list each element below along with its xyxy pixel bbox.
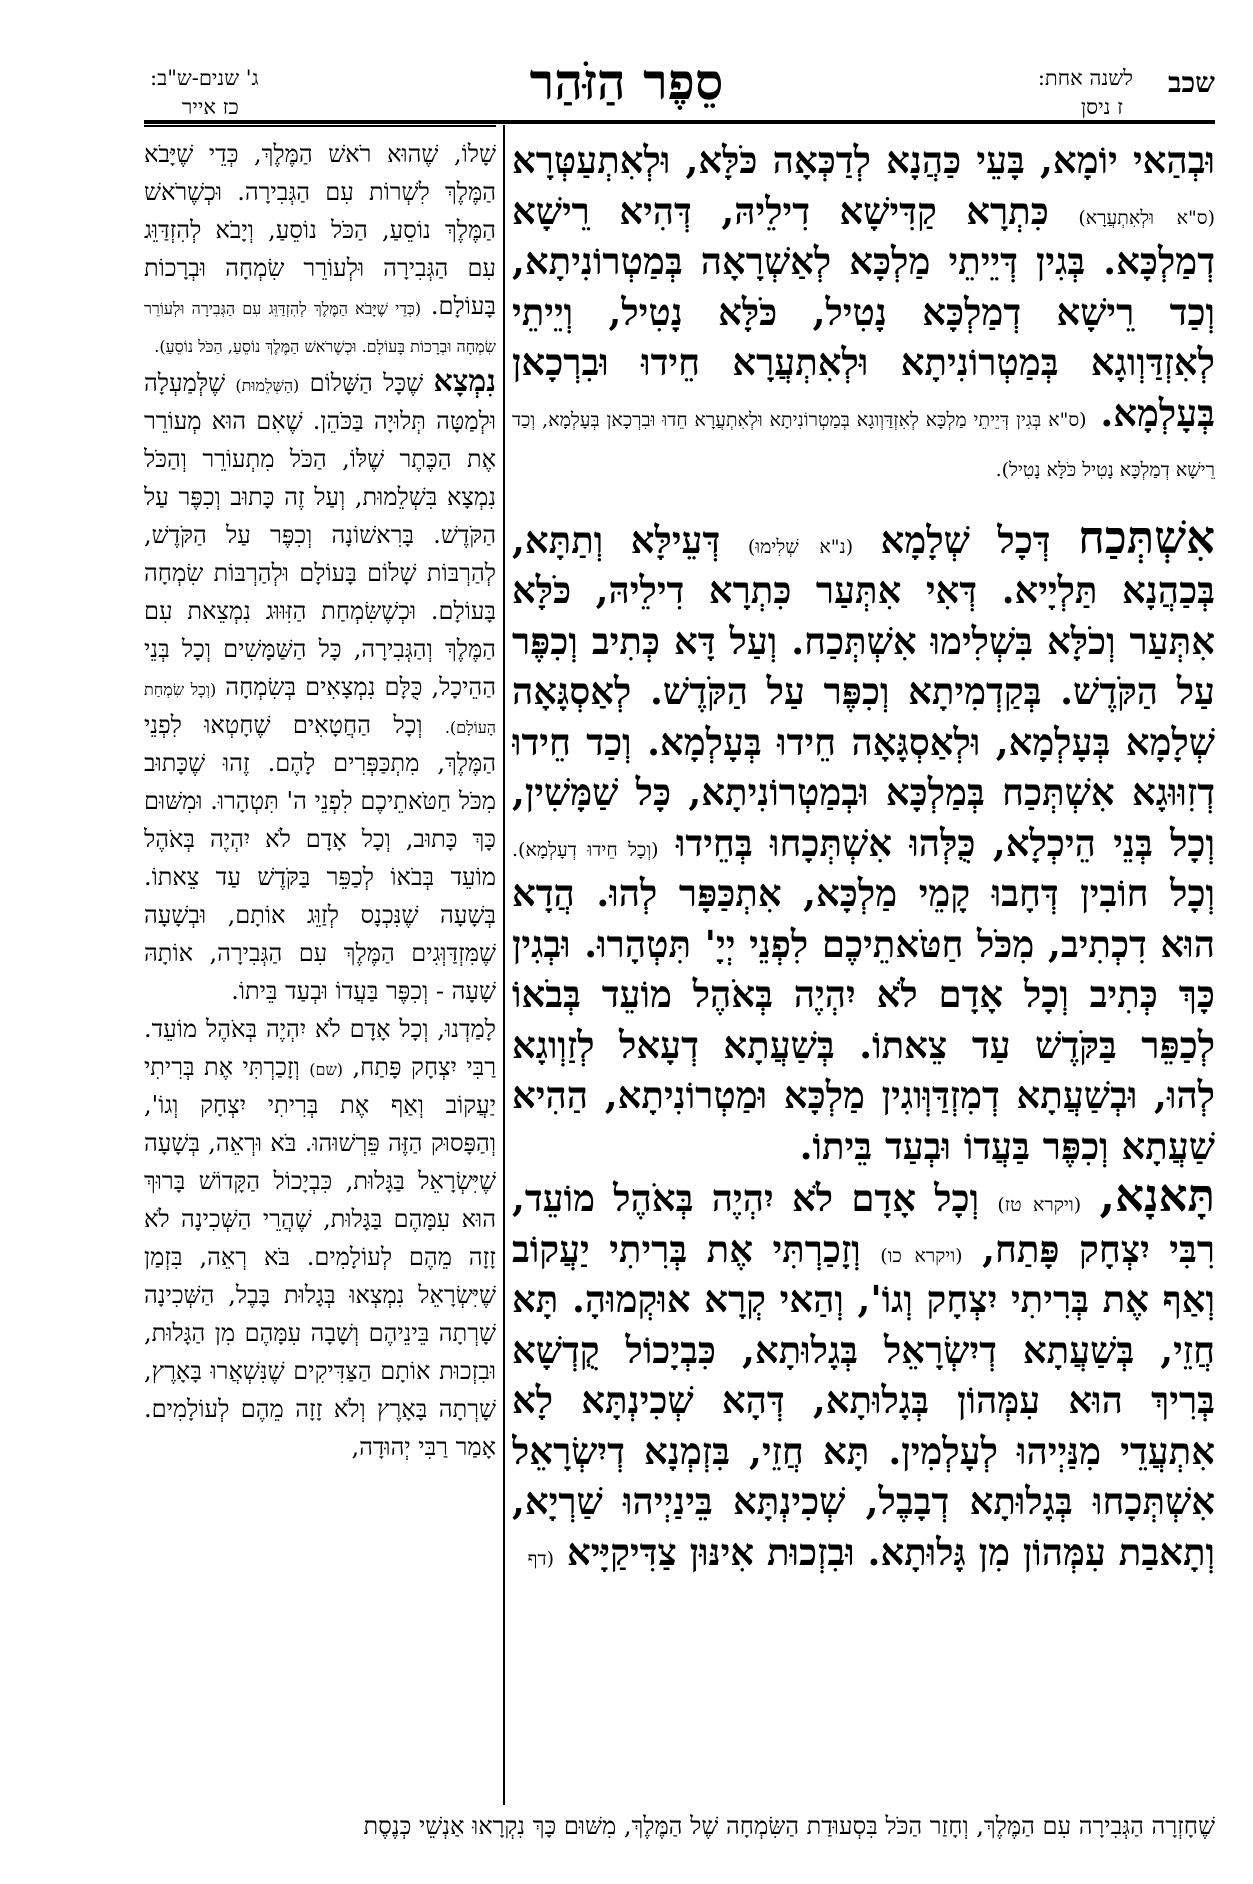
opening-word: אִשְׁתְּכַח bbox=[1078, 510, 1215, 564]
text: וּבְהַאי יוֹמָא, בָּעֵי כַּהֲנָא לְדַכְּאָה כֹּלָּא, וּלְאִתְעַטְּרָא bbox=[512, 138, 1215, 182]
paragraph bbox=[144, 135, 496, 363]
text: דְּכָל שְׁלָמָא bbox=[880, 517, 1051, 562]
alt-reading-date: כז אייר bbox=[182, 95, 239, 119]
page-reference: (דף bbox=[527, 1547, 555, 1570]
hebrew-translation-column bbox=[144, 135, 496, 1805]
alt-schedule-label: ג' שנים-ש"ב: bbox=[150, 66, 259, 90]
text: שֶׁלְּמַעְלָה וּלְמַטָּה תְּלוּיָה בַּכֹּהֵן. שֶׁאִם הוּא מְעוֹרֵר אֶת הַכֶּתֶר שֶׁלּוֹ, הַכֹּל מִתְעוֹרֵר וְהַכֹּל נִמְצָא בִּשְׁלֵמוּת, וְעַל זֶה כָּתוּב וְכִפֶּר עַל הַקֹּדֶשׁ. בָּרִאשׁוֹנָה וְכִפֶּר עַל הַקֹּדֶשׁ, לְהַרְבּוֹת שָׁלוֹם בָּעוֹלָם וּלְהַרְבּוֹת שִׂמְחָה בָּעוֹלָם. וּכְשֶׁשִּׂמְחַת הַזִּוּוּג נִמְצֵאת עִם הַמֶּלֶךְ וְהַגְּבִירָה, כָּל הַשַּׁמָּשִׁים וְכָל בְּנֵי הַהֵיכָל, כֻּלָּם נִמְצָאִים בְּשִׂמְחָה bbox=[144, 369, 496, 701]
text: וְכָל אָדָם לֹא יִהְיֶה בְּאֹהֶל מוֹעֵד, רִבִּי יִצְחָק פָּתַח, bbox=[512, 1176, 1215, 1271]
paragraph bbox=[144, 1010, 496, 1466]
text: דְּעֵילָּא וְתַתָּא, בְּכַהֲנָא תַּלְיָיא. דְּאִי אִתְּעַר כִּתְרָא דִילֵיהּ, כֹּלָּא אִתְּעַר וְכֹלָּא בִּשְׁלִימוּ אִשְׁתְּכַח. וְעַל דָּא כְּתִיב וְכִפֶּר עַל הַקֹּדֶשׁ. בְּקַדְמִיתָא וְכִפֶּר עַל הַקֹּדֶשׁ. לְאַסְגָּאָה שְׁלָמָא בְּעָלְמָא, וּלְאַסְגָּאָה חֵידוּ בְּעָלְמָא. וְכַד חֵידוּ דְזִוּוּגָא אִשְׁתְּכַח בְּמַלְכָּא וּבְמַטְרוֹנִיתָא, כָּל שַׁמָּשִׁין, וְכָל בְּנֵי הֵיכְלָא, כֻּלְּהוּ אִשְׁתְּכָחוּ בְּחֵידוּ bbox=[512, 517, 1215, 865]
variant-note: (ס"א בְּגִין דְּיֵיתֵי מַלְכָּא לְאִזְדַּוְוגָא בְּמַטְרוֹנִיתָא וּלְאִתְעֲרָא חֵדוּ וּבִרְכָאן בְּעָלְמָא, וְכַד רֵישָׁא דְמַלְכָּא נָטִיל כֹּלָּא נָטִיל). bbox=[512, 408, 1215, 481]
text: כִּתְרָא קַדִּישָׁא דִילֵיהּ, דְּהִיא רֵישָׁא דְמַלְכָּא. בְּגִין דְּיֵיתֵי מַלְכָּא לְאַשְׁרָאָה בְּמַטְרוֹנִיתָא, וְכַד רֵישָׁא דְמַלְכָּא נָטִיל, כֹּלָּא נָטִיל, וְיֵיתֵי לְאִזְדַּוְוגָא בְּמַטְרוֹנִיתָא וּלְאִתְעֲרָא חֵידוּ וּבִרְכָאן בְּעָלְמָא. bbox=[512, 188, 1215, 435]
verse-reference: (ויקרא כו) bbox=[880, 1244, 963, 1267]
paragraph bbox=[512, 1171, 1215, 1577]
paragraph bbox=[512, 510, 1215, 1172]
text: וְכָל הַחֲטָאִים שֶׁחָטְאוּ לִפְנֵי הַמֶּלֶךְ, מִתְכַּפְּרִים לָהֶם. זֶהוּ שֶׁכָּתוּב מִכֹּל חַטֹּאתֵיכֶם לִפְנֵי ה' תִּטְהָרוּ. וּמִשּׁוּם כָּךְ כָּתוּב, וְכָל אָדָם לֹא יִהְיֶה בְּאֹהֶל מוֹעֵד בְּבֹאוֹ לְכַפֵּר בַּקֹּדֶשׁ עַד צֵאתוֹ. בְּשָׁעָה שֶׁנִּכְנָס לְזַוֵּג אוֹתָם, וּבְשָׁעָה שֶׁמִּזְדַּוְּגִים הַמֶּלֶךְ עִם הַגְּבִירָה, אוֹתָהּ שָׁעָה - וְכִפֶּר בַּעֲדוֹ וּבְעַד בֵּיתוֹ. bbox=[144, 711, 496, 1005]
variant-note: (הַשְּׁלֵמוּת) bbox=[235, 376, 300, 395]
opening-word: נִמְצָא bbox=[433, 364, 496, 399]
variant-note: (וְכָל חֵידוּ דְעָלְמָא). bbox=[512, 838, 659, 861]
verse-reference: (שם) bbox=[309, 1060, 344, 1079]
text: שֶׁכָּל הַשָּׁלוֹם bbox=[309, 369, 424, 397]
variant-note: (כְּדֵי שֶׁיָּבֹא הַמֶּלֶךְ לְהִזְדַּוֵּג עִם הַגְּבִירָה וּלְעוֹרֵר שִׂמְחָה וּבְרָכוֹת בָּעוֹלָם. וּכְשֶׁרֹאשׁ הַמֶּלֶךְ נוֹסֵעַ, הַכֹּל נוֹסֵעַ). bbox=[144, 299, 496, 356]
reading-schedule-label: לשנה אחת: bbox=[1037, 66, 1133, 90]
footer-continuation-line: שֶׁחָזְרָה הַגְּבִירָה עִם הַמֶּלֶךְ, וְחָזַר הַכֹּל בִּסְעוּדַת הַשִּׂמְחָה שֶׁל הַמֶּלֶךְ, מִשּׁוּם כָּךְ נִקְרָאוּ אַנְשֵׁי כְּנֶסֶת bbox=[363, 1812, 1215, 1840]
paragraph bbox=[512, 135, 1215, 489]
side-column-rule bbox=[144, 125, 496, 127]
opening-word: תָּאנָא, bbox=[1099, 1169, 1215, 1222]
aramaic-text-column bbox=[512, 135, 1215, 1800]
variant-note: (נ"א שְׁלִימוּ) bbox=[747, 535, 854, 558]
paragraph bbox=[144, 363, 496, 1010]
text: וְכָל חוֹבִין דְּחָבוּ קָמֵי מַלְכָּא, אִתְכַּפָּר לְהוּ. הֲדָא הוּא דִכְתִיב, מִכֹּל חַטֹּאתֵיכֶם לִפְנֵי יְיָ' תִּטְהָרוּ. וּבְגִין כָּךְ כְּתִיב וְכָל אָדָם לֹא יִהְיֶה בְּאֹהֶל מוֹעֵד בְּבֹאוֹ לְכַפֵּר בַּקֹּדֶשׁ עַד צֵאתוֹ. בְּשַׁעֲתָא דְעָאל לְזַוְוגָא לְהוּ, וּבְשַׁעֲתָא דְמִזְדַּוְּוגִין מַלְכָּא וּמַטְרוֹנִיתָא, הַהִיא שַׁעֲתָא וְכִפֶּר בַּעֲדוֹ וּבְעַד בֵּיתוֹ. bbox=[512, 871, 1215, 1168]
text: וְזָכַרְתִּי אֶת בְּרִיתִי יַעֲקוֹב וְאַף אֶת בְּרִיתִי יִצְחָק וְגוֹ', וְהַאי קְרָא אוּקְמוּהָ. תָּא חֲזֵי, בְּשַׁעֲתָא דְיִשְׂרָאֵל בְּגָלוּתָא, כִּבְיָכוֹל קֻדְשָׁא בְּרִיךְ הוּא עִמְּהוֹן בְּגָלוּתָא, דְּהָא שְׁכִינְתָּא לָא אִתְעֲדֵי מִנַּיְיהוּ לְעָלְמִין. תָּא חֲזֵי, בִּזְמְנָא דְיִשְׂרָאֵל אִשְׁתְּכָחוּ בְּגָלוּתָא דְבָבֶל, שְׁכִינְתָּא בֵּינַיְיהוּ שַׁרְיָא, וְתָאבַת עִמְּהוֹן מִן גָּלוּתָא. וּבִזְכוּת אִינּוּן צַדִּיקַיָּיא bbox=[512, 1226, 1215, 1574]
spacer bbox=[512, 489, 1215, 513]
text: שָׁלוֹ, שֶׁהוּא רֹאשׁ הַמֶּלֶךְ, כְּדֵי שֶׁיָּבֹא הַמֶּלֶךְ לִשְׁרוֹת עִם הַגְּבִירָה. וּכְשֶׁרֹאשׁ הַמֶּלֶךְ נוֹסֵעַ, הַכֹּל נוֹסֵעַ, וְיָבֹא לְהִזְדַּוֵּג עִם הַגְּבִירָה וּלְעוֹרֵר שִׂמְחָה וּבְרָכוֹת בָּעוֹלָם. bbox=[144, 140, 496, 320]
variant-note: (ס"א וּלְאִתְעֲרָא) bbox=[1078, 206, 1215, 229]
column-divider bbox=[503, 125, 505, 1805]
page-number: שכב bbox=[1167, 66, 1215, 99]
verse-reference: (ויקרא טז) bbox=[997, 1194, 1082, 1216]
page-title: סֵפֶר הַזֹּהַר bbox=[529, 52, 724, 111]
reading-date: ז ניסן bbox=[1080, 95, 1123, 119]
text: וְזָכַרְתִּי אֶת בְּרִיתִי יַעֲקוֹב וְאַף אֶת בְּרִיתִי יִצְחָק וְגוֹ', וְהַפָּסוּק הַזֶּה פֵּרְשׁוּהוּ. בֹּא וּרְאֵה, בְּשָׁעָה שֶׁיִּשְׂרָאֵל בַּגָּלוּת, כִּבְיָכוֹל הַקָּדוֹשׁ בָּרוּךְ הוּא עִמָּהֶם בַּגָּלוּת, שֶׁהֲרֵי הַשְּׁכִינָה לֹא זָזָה מֵהֶם לְעוֹלָמִים. בֹּא רְאֵה, בִּזְמַן שֶׁיִּשְׂרָאֵל נִמְצְאוּ בְּגָלוּת בָּבֶל, הַשְּׁכִינָה שָׁרְתָה בֵּינֵיהֶם וְשָׁבָה עִמָּהֶם מִן הַגָּלוּת, וּבִזְכוּת אוֹתָם הַצַּדִּיקִים שֶׁנִּשְׁאֲרוּ בָּאָרֶץ, שָׁרְתָה בָּאָרֶץ וְלֹא זָזָה מֵהֶם לְעוֹלָמִים. אָמַר רַבִּי יְהוּדָה, bbox=[144, 1053, 496, 1461]
variant-note: (וְכָל שִׂמְחַת הָעוֹלָם). bbox=[144, 680, 496, 737]
text: לָמַדְנוּ, וְכָל אָדָם לֹא יִהְיֶה בְּאֹהֶל מוֹעֵד. רַבִּי יִצְחָק פָּתַח, bbox=[144, 1015, 496, 1081]
header-rule bbox=[144, 120, 1215, 124]
